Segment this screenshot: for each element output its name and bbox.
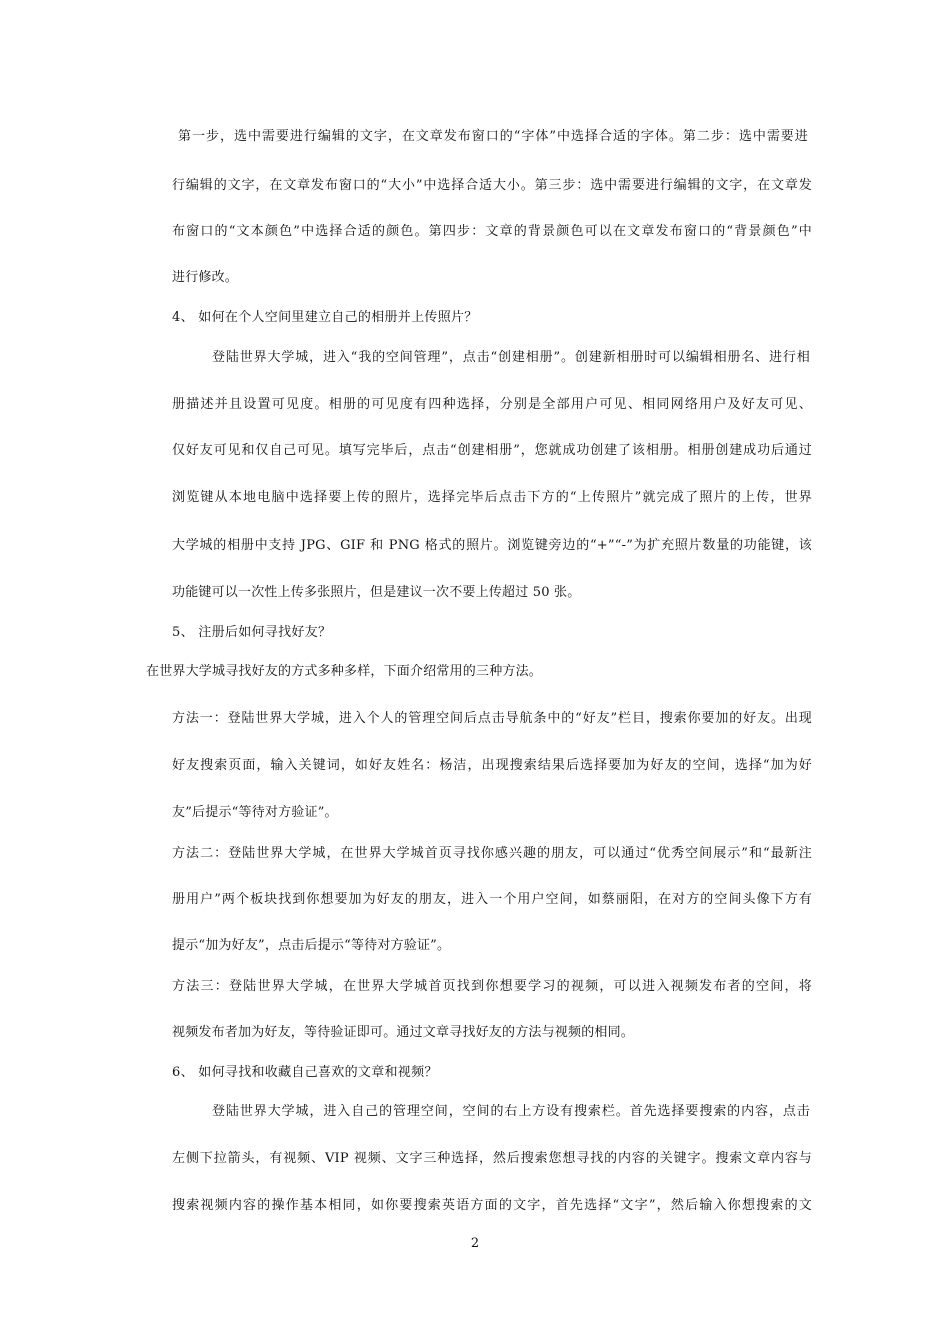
- method-1-line-2: 好友搜索页面，输入关键词，如好友姓名：杨洁，出现搜索结果后选择要加为好友的空间，选择“加为好: [172, 758, 812, 773]
- paragraph-4-line-6: 功能键可以一次性上传多张照片，但是建议一次不要上传超过 50 张。: [172, 585, 581, 600]
- method-2-line-1: 方法二：登陆世界大学城，在世界大学城首页寻找你感兴趣的朋友，可以通过“优秀空间展示”和“最新注: [172, 846, 812, 861]
- page-number: 2: [470, 1236, 480, 1251]
- section-5-heading: 5、 注册后如何寻找好友？: [172, 625, 332, 640]
- paragraph-4-line-1: 登陆世界大学城，进入“我的空间管理”，点击“创建相册”。创建新相册时可以编辑相册名、进行相: [212, 350, 810, 365]
- paragraph-4-line-2: 册描述并且设置可见度。相册的可见度有四种选择，分别是全部用户可见、相同网络用户及好友可见、: [172, 397, 812, 412]
- method-3-line-2: 视频发布者加为好友，等待验证即可。通过文章寻找好友的方法与视频的相同。: [172, 1025, 635, 1040]
- paragraph-1-line-3: 布窗口的“文本颜色”中选择合适的颜色。第四步：文章的背景颜色可以在文章发布窗口的“背景颜色”中: [172, 224, 812, 239]
- section-6-heading: 6、 如何寻找和收藏自己喜欢的文章和视频？: [172, 1065, 438, 1080]
- paragraph-1-line-4: 进行修改。: [172, 270, 239, 285]
- section-4-heading: 4、 如何在个人空间里建立自己的相册并上传照片？: [172, 310, 478, 325]
- paragraph-4-line-4: 浏览键从本地电脑中选择要上传的照片，选择完毕后点击下方的“上传照片”就完成了照片的上传，世界: [172, 490, 812, 505]
- method-2-line-3: 提示“加为好友”，点击后提示“等待对方验证”。: [172, 938, 451, 953]
- paragraph-6-line-1: 登陆世界大学城，进入自己的管理空间，空间的右上方设有搜索栏。首先选择要搜索的内容，点击: [212, 1104, 810, 1119]
- paragraph-1-line-2: 行编辑的文字，在文章发布窗口的“大小”中选择合适大小。第三步：选中需要进行编辑的文字，在文章发: [172, 178, 812, 193]
- method-3-line-1: 方法三：登陆世界大学城，在世界大学城首页找到你想要学习的视频，可以进入视频发布者的空间，将: [172, 979, 812, 994]
- method-1-line-3: 友”后提示“等待对方验证”。: [172, 805, 338, 820]
- method-1-line-1: 方法一：登陆世界大学城，进入个人的管理空间后点击导航条中的“好友”栏目，搜索你要加的好友。出现: [172, 711, 812, 726]
- paragraph-4-line-5: 大学城的相册中支持 JPG、GIF 和 PNG 格式的照片。浏览键旁边的“+”“-”为扩充照片数量的功能键，该: [172, 538, 812, 553]
- method-2-line-2: 册用户”两个板块找到你想要加为好友的朋友，进入一个用户空间，如蔡丽阳，在对方的空间头像下方有: [172, 892, 812, 907]
- paragraph-6-line-3: 搜索视频内容的操作基本相同，如你要搜索英语方面的文字，首先选择“文字”，然后输入你想搜索的文: [172, 1198, 812, 1213]
- section-5-intro: 在世界大学城寻找好友的方式多种多样，下面介绍常用的三种方法。: [146, 664, 543, 679]
- paragraph-4-line-3: 仅好友可见和仅自己可见。填写完毕后，点击“创建相册”，您就成功创建了该相册。相册创建成功后通过: [172, 443, 812, 458]
- paragraph-6-line-2: 左侧下拉箭头，有视频、VIP 视频、文字三种选择，然后搜索您想寻找的内容的关键字。搜索文章内容与: [172, 1151, 812, 1166]
- paragraph-1-line-1: 第一步，选中需要进行编辑的文字，在文章发布窗口的“字体”中选择合适的字体。第二步：选中需要进: [178, 129, 808, 144]
